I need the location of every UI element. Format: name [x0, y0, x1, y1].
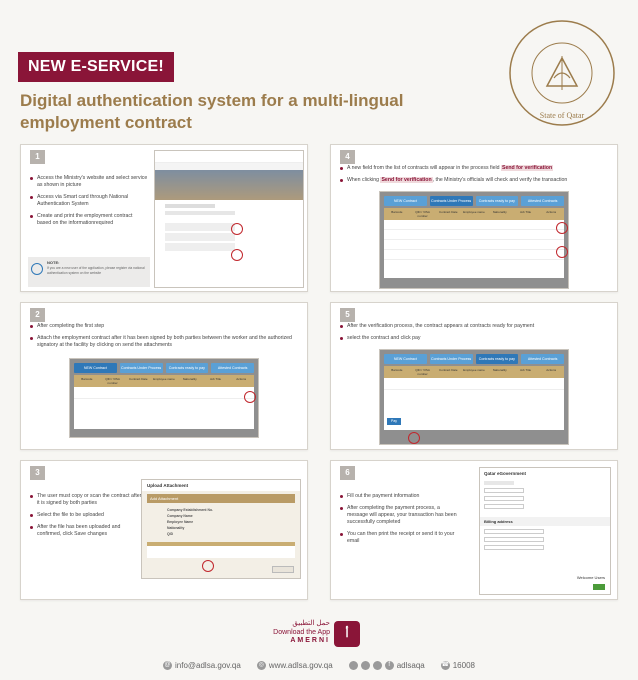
list-item: After completing the first step	[30, 323, 300, 330]
click-hand-icon	[202, 560, 214, 572]
step-number: 3	[30, 466, 45, 480]
table-row[interactable]	[384, 230, 564, 240]
contract-tabs	[380, 350, 568, 366]
phone-contact[interactable]: ☎ 16008	[441, 660, 475, 670]
step-instructions	[30, 493, 142, 543]
send-for-verification-highlight: Send for verification	[501, 165, 553, 171]
send-for-verification-highlight: Send for verification	[381, 177, 432, 183]
tab-attested-contracts[interactable]: Attested Contracts	[521, 196, 564, 206]
step-number: 6	[340, 466, 355, 480]
table-row[interactable]	[74, 387, 254, 399]
new-eservice-badge: NEW E-SERVICE!	[18, 52, 174, 82]
social-contact[interactable]: f adlsaqa	[349, 661, 425, 670]
submit-payment-button[interactable]	[593, 584, 605, 590]
click-hand-icon	[244, 391, 256, 403]
list-item: After completing the payment process, a message will appear, your transaction has been successfully completed	[340, 505, 460, 526]
download-app-text: حمل التطبيق Download the App AMERNI	[273, 620, 330, 644]
step-instructions	[30, 323, 300, 354]
welcome-text: Welcome Users	[576, 575, 605, 580]
table-header: Barcode QID / VISA number Contract Date Employee name Nationality Job Title Actions	[74, 375, 254, 387]
ministry-website-screenshot	[154, 150, 304, 288]
step-card-4	[330, 144, 618, 292]
step-card-1	[20, 144, 308, 292]
list-item: Attach the employment contract after it has been signed by both parties between the worker and the authorized signatory at the facility by clicking on send the attachments	[30, 335, 300, 349]
step-card-5	[330, 302, 618, 450]
table-row[interactable]	[384, 220, 564, 230]
new-contract-screenshot	[69, 358, 259, 438]
table-header: Barcode QID / VISA number Contract Date Employee name Nationality Job Title Actions	[384, 208, 564, 220]
note-text: If you are a new user of the application, please register via national authentication system on the website	[47, 266, 145, 275]
website-contact[interactable]: ◎ www.adlsa.gov.qa	[258, 660, 333, 670]
list-item: Create and print the employment contract based on the informationrequired	[30, 213, 148, 227]
emblem-text: State of Qatar	[539, 111, 585, 120]
step-instructions	[340, 165, 610, 189]
field-label: QID	[167, 532, 174, 536]
list-item: Select the file to be uploaded	[30, 512, 142, 519]
pay-button[interactable]: Pay	[387, 418, 401, 425]
field-label: Company Name	[167, 514, 193, 518]
step-number: 2	[30, 308, 45, 322]
skyline-banner	[155, 170, 303, 200]
step-instructions	[340, 493, 460, 550]
list-item: select the contract and click pay	[340, 335, 610, 342]
tab-contracts-under-process[interactable]: Contracts Under Process	[430, 354, 473, 364]
click-hand-icon	[231, 223, 243, 235]
tab-contracts-under-process[interactable]: Contracts Under Process	[120, 363, 163, 373]
list-item: When clicking Send for verification, the Ministry's officials will check and verify the transaction	[340, 177, 610, 184]
note-title: NOTE:	[47, 260, 60, 265]
amerni-app-logo: أ	[334, 621, 360, 647]
twitter-icon	[361, 661, 370, 670]
payment-form-title: Qatar eGovernment	[484, 471, 527, 476]
tab-new-contract[interactable]: NEW Contract	[384, 354, 427, 364]
list-item: After the verification process, the contract appears at contracts ready for payment	[340, 323, 610, 330]
download-app-block[interactable]	[270, 620, 380, 652]
expiry-field[interactable]	[484, 496, 524, 501]
list-item: Fill out the payment information	[340, 493, 460, 500]
note-box	[28, 257, 150, 287]
instagram-icon	[373, 661, 382, 670]
email-icon: @	[164, 661, 171, 668]
step-card-2	[20, 302, 308, 450]
step-instructions	[30, 175, 148, 232]
tab-contracts-ready-to-pay[interactable]: Contracts ready to pay	[476, 354, 519, 364]
step-instructions	[340, 323, 610, 347]
click-hand-icon	[556, 246, 568, 258]
list-item: You can then print the receipt or send it to your email	[340, 531, 460, 545]
billing-address-label: Billing address	[480, 517, 610, 526]
tab-attested-contracts[interactable]: Attested Contracts	[211, 363, 254, 373]
contract-tabs	[380, 192, 568, 208]
page-title: Digital authentication system for a multi-lingual employment contract	[20, 91, 404, 132]
click-hand-icon	[408, 432, 420, 444]
field-label: Employee Name	[167, 520, 194, 524]
table-row[interactable]	[384, 250, 564, 260]
list-item: Access the Ministry's website and select service as shown in picture	[30, 175, 148, 189]
tab-contracts-ready-to-pay[interactable]: Contracts ready to pay	[166, 363, 209, 373]
list-item: The user must copy or scan the contract after it is signed by both parties	[30, 493, 142, 507]
field-label: Nationality	[167, 526, 185, 530]
upload-dialog-title: Upload Attachment	[142, 480, 300, 491]
add-attachment-header: Add Attachment	[147, 494, 295, 503]
tab-contracts-under-process[interactable]: Contracts Under Process	[430, 196, 473, 206]
table-row[interactable]	[384, 240, 564, 250]
step-card-6	[330, 460, 618, 600]
save-changes-button[interactable]	[272, 566, 294, 573]
cvv-field[interactable]	[484, 504, 524, 509]
snapchat-icon	[349, 661, 358, 670]
info-icon	[31, 263, 43, 275]
click-hand-icon	[231, 249, 243, 261]
state-of-qatar-emblem	[507, 18, 617, 128]
tab-new-contract[interactable]: NEW Contract	[74, 363, 117, 373]
list-item: A new field from the list of contracts will appear in the process field Send for verification	[340, 165, 610, 172]
contracts-under-process-screenshot	[379, 191, 569, 289]
attachment-table	[147, 542, 295, 558]
contact-footer	[0, 658, 638, 672]
list-item: Access via Smart card through National Authentication System	[30, 194, 148, 208]
click-hand-icon	[556, 222, 568, 234]
step-number: 4	[340, 150, 355, 164]
payment-form-screenshot	[479, 467, 611, 595]
email-contact[interactable]: @ info@adlsa.gov.qa	[164, 660, 241, 670]
card-number-field[interactable]	[484, 488, 524, 493]
facebook-icon: f	[385, 661, 394, 670]
tab-new-contract[interactable]: NEW Contract	[384, 196, 427, 206]
phone-icon: ☎	[441, 661, 449, 668]
step-card-3	[20, 460, 308, 600]
contracts-ready-to-pay-screenshot	[379, 349, 569, 445]
step-number: 5	[340, 308, 355, 322]
table-row[interactable]	[384, 378, 564, 390]
contract-tabs	[70, 359, 258, 375]
upload-attachment-dialog	[141, 479, 301, 579]
globe-icon: ◎	[258, 661, 264, 668]
list-item: After the file has been uploaded and confirmed, click Save changes	[30, 524, 142, 538]
tab-attested-contracts[interactable]: Attested Contracts	[521, 354, 564, 364]
table-header: Barcode QID / VISA number Contract Date Employee name Nationality Job Title Actions	[384, 366, 564, 378]
field-label: Company Establishment No.	[167, 508, 213, 512]
tab-contracts-ready-to-pay[interactable]: Contracts ready to pay	[476, 196, 519, 206]
website-nav	[155, 163, 303, 170]
step-number: 1	[30, 150, 45, 164]
